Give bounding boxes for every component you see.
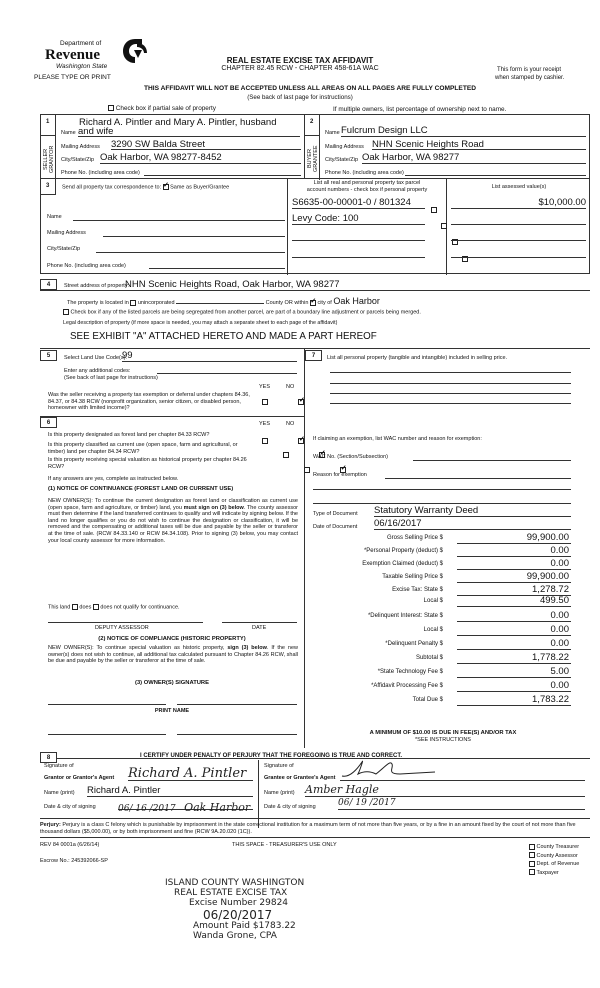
taxable-selling-price-value[interactable]: 99,900.00 <box>526 571 569 582</box>
parcel-value-4[interactable] <box>451 248 586 258</box>
see-instructions-note: *SEE INSTRUCTIONS <box>415 737 471 743</box>
deputy-assessor-label: DEPUTY ASSESSOR <box>95 625 149 631</box>
exemption-no-checkbox[interactable] <box>298 399 304 405</box>
amount-row <box>305 571 581 583</box>
send-label: Send all property tax correspondence to: <box>62 184 162 191</box>
parcel-number-4[interactable] <box>292 248 425 258</box>
multiple-owners-note: If multiple owners, list percentage of ownership next to name. <box>333 106 507 113</box>
city-of-label: city of <box>317 300 332 306</box>
corr-name-label: Name <box>47 214 62 220</box>
buyer-name-label: Name <box>325 130 340 136</box>
forest-yes-checkbox[interactable] <box>262 438 268 444</box>
copy-label: County Assessor <box>536 852 578 859</box>
county-field[interactable] <box>176 298 264 304</box>
delinquent-interest-state-value[interactable]: 0.00 <box>550 610 569 621</box>
assessor-date-line[interactable] <box>222 622 297 623</box>
dor-logo <box>38 38 148 72</box>
grantor-date-field[interactable] <box>118 798 253 814</box>
does-not-qualify-checkbox[interactable] <box>93 604 99 610</box>
notice2-bold: sign (3) below <box>227 645 267 651</box>
copy-county-treasurer[interactable] <box>529 843 579 852</box>
grantor-signature-label-2: Grantor or Grantor's Agent <box>44 775 115 781</box>
buyer-name-field[interactable]: Fulcrum Design LLC <box>341 125 586 137</box>
does-not-label: does not qualify for continuance. <box>100 604 180 611</box>
perjury-certification: I CERTIFY UNDER PENALTY OF PERJURY THAT THE FOREGOING IS TRUE AND CORRECT. <box>140 753 403 759</box>
completion-warning: THIS AFFIDAVIT WILL NOT BE ACCEPTED UNLESS ALL AREAS ON ALL PAGES ARE FULLY COMPLETED <box>143 85 477 92</box>
buyer-city-field[interactable]: Oak Harbor, WA 98277 <box>362 152 586 164</box>
treasurer-use-label: THIS SPACE - TREASURER'S USE ONLY <box>232 842 337 848</box>
historical-question: Is this property receiving special valuation as historical property per chapter 84.26 RCW? <box>48 457 247 470</box>
copy-taxpayer[interactable] <box>529 869 579 878</box>
parcel-header-2: account numbers - check box if personal property <box>306 187 428 193</box>
city-value[interactable]: Oak Harbor <box>333 296 380 306</box>
section-6-number: 6 <box>40 417 57 428</box>
location-row <box>67 296 380 306</box>
escrow-label: Escrow No.: <box>40 858 70 864</box>
delinquent-interest-local-label: Local $ <box>423 627 443 633</box>
section-8-number: 8 <box>40 752 57 763</box>
receipt-note-1: This form is your receipt <box>497 67 562 73</box>
forest-no-checkbox[interactable] <box>298 438 304 444</box>
copy-checkbox[interactable] <box>529 861 535 867</box>
street-address-label: Street address of property: <box>64 283 130 289</box>
located-in-label: The property is located in <box>67 300 129 306</box>
section-4-number: 4 <box>40 279 57 290</box>
assessed-header: List assessed value(s) <box>491 184 547 190</box>
notice-compliance-title: (2) NOTICE OF COMPLIANCE (HISTORIC PROPERTY) <box>98 636 246 642</box>
notice2-text-a: NEW OWNER(S): To continue special valuation as historic property, <box>48 645 228 651</box>
grantee-signature-field[interactable] <box>340 766 585 781</box>
partial-sale-checkbox-row[interactable] <box>108 105 216 112</box>
parcel-number-3[interactable] <box>292 231 425 241</box>
personal-property-deduct-label: *Personal Property (deduct) $ <box>363 548 443 554</box>
notice-compliance-text <box>48 645 298 665</box>
no-header-5: NO <box>286 384 295 390</box>
section-1-seller <box>40 114 305 179</box>
grantee-name-field[interactable]: Amber Hagle <box>305 783 585 797</box>
county-or-label: County OR within <box>265 300 309 306</box>
grantee-date-field[interactable]: 06/ 19 /2017 <box>338 798 585 810</box>
same-as-buyer-label: Same as Buyer/Grantee <box>170 184 230 191</box>
seller-phone-field[interactable] <box>144 167 301 176</box>
additional-codes-field[interactable] <box>157 366 297 374</box>
same-as-buyer-checkbox[interactable] <box>163 184 169 190</box>
escrow-row <box>40 858 108 864</box>
additional-codes-note: (See back of last page for instructions) <box>64 375 158 381</box>
segregated-row <box>63 309 421 315</box>
corr-phone-field[interactable] <box>149 261 285 269</box>
taxable-selling-price-label: Taxable Selling Price $ <box>382 574 443 580</box>
stamp-excise-number: Excise Number 29824 <box>189 898 289 908</box>
personal-property-line-4[interactable] <box>330 403 571 404</box>
parcel-number-1[interactable]: S6635-00-00001-0 / 801324 <box>292 197 425 209</box>
doc-date-label: Date of Document <box>313 524 358 530</box>
perjury-text: Perjury is a class C felony which is punishable by imprisonment in the state correctional institution for a maximum term of not more than five years, or by a fine in an amount fixed by the court of not more than five thousand dollars ($5,000.00), or by both imprisonment and fine (RCW 9A.20.020 (1C)). <box>40 822 576 835</box>
corr-mailing-field[interactable] <box>103 229 285 237</box>
reason-field[interactable] <box>385 471 571 479</box>
send-correspondence-label <box>62 184 229 190</box>
notice2-text-b: . If the new owner(s) does not wish to continue, all additional tax calculated pursuant to Chapter 84.26 RCW, shall be due and payable by the seller or transferor at the time of sale. <box>48 645 299 665</box>
parcel-value-1[interactable]: $10,000.00 <box>451 197 586 209</box>
this-land-label: This land <box>48 604 71 611</box>
section-1-number: 1 <box>46 119 50 125</box>
logo-dept-of: Department of <box>60 40 102 47</box>
stamp-amount-paid: Amount Paid $1783.22 <box>193 921 296 931</box>
grantee-date-label: Date & city of signing <box>264 804 316 810</box>
excise-state-value[interactable]: 1,278.72 <box>532 584 569 595</box>
grantee-name-label: Name (print) <box>264 790 295 796</box>
section-5-number: 5 <box>40 350 57 361</box>
partial-sale-checkbox[interactable] <box>108 105 114 111</box>
exemption-question: Was the seller receiving a property tax exemption or deferral under chapters 84.36, 84.37, or 84.38 RCW (nonprofit organization, senior citizen, or disabled person, homeowner with limited income)? <box>48 392 250 411</box>
copy-distribution <box>529 843 579 877</box>
wac-label: WAC No. (Section/Subsection) <box>313 454 388 460</box>
grantor-name-field[interactable]: Richard A. Pintler <box>87 785 253 797</box>
section-2-buyer <box>304 114 590 179</box>
grantor-date-value: 06/ 16 /2017 <box>118 804 176 814</box>
delinquent-penalty-label: *Delinquent Penalty $ <box>385 641 443 647</box>
subtotal-value[interactable]: 1,778.22 <box>532 652 569 663</box>
amount-row <box>305 610 581 622</box>
gross-selling-price-value[interactable]: 99,900.00 <box>526 532 569 543</box>
seller-name-label: Name <box>61 130 76 136</box>
exemption-yes-checkbox[interactable] <box>262 399 268 405</box>
amount-row <box>305 694 581 706</box>
technology-fee-value[interactable]: 5.00 <box>550 666 569 677</box>
seller-name-line1[interactable]: Richard A. Pintler and Mary A. Pintler, husband <box>79 117 277 128</box>
copy-checkbox[interactable] <box>529 852 535 858</box>
amount-row <box>305 680 581 692</box>
owner-print-name-line-2[interactable] <box>177 734 297 735</box>
grantor-label: GRANTOR <box>49 145 55 173</box>
grantor-date-label: Date & city of signing <box>44 804 96 810</box>
stamp-county: ISLAND COUNTY WASHINGTON <box>165 878 305 888</box>
current-use-yes-checkbox[interactable] <box>283 452 289 458</box>
seller-label: SELLER <box>43 148 49 170</box>
buyer-grantee-label <box>307 141 319 177</box>
grantee-signature-label-2: Grantee or Grantee's Agent <box>264 775 336 781</box>
excise-local-value[interactable]: 499.50 <box>539 595 569 606</box>
segregated-checkbox[interactable] <box>63 309 69 315</box>
section-2-number: 2 <box>310 119 314 125</box>
section-3-number: 3 <box>46 183 50 189</box>
receipt-note-2: when stamped by cashier. <box>495 75 565 81</box>
dor-swirl-logo-icon <box>122 38 148 64</box>
amount-row <box>305 532 581 544</box>
excise-local-label: Local $ <box>423 598 443 604</box>
technology-fee-label: *State Technology Fee $ <box>377 669 443 675</box>
form-chapter: CHAPTER 82.45 RCW - CHAPTER 458-61A WAC <box>221 65 379 72</box>
subtotal-label: Subtotal $ <box>415 655 443 661</box>
minimum-due-note: A MINIMUM OF $10.00 IS DUE IN FEE(S) AND/OR TAX <box>369 730 517 736</box>
processing-fee-label: *Affidavit Processing Fee $ <box>371 683 443 689</box>
corr-city-field[interactable] <box>96 245 285 253</box>
personal-property-line-3[interactable] <box>330 393 571 394</box>
seller-city-label: City/State/Zip <box>61 157 95 163</box>
reason-label: Reason for exemption <box>313 472 367 478</box>
corr-phone-label: Phone No. (including area code) <box>47 263 126 269</box>
buyer-city-label: City/State/Zip <box>325 157 359 163</box>
buyer-mailing-label: Mailing Address <box>325 144 364 150</box>
total-due-label: Total Due $ <box>412 697 443 703</box>
section-3-correspondence <box>40 178 590 274</box>
parcel-value-2[interactable] <box>451 213 586 225</box>
buyer-phone-field[interactable] <box>405 167 586 176</box>
logo-revenue: Revenue <box>45 47 100 63</box>
copy-county-assessor[interactable] <box>529 852 579 861</box>
if-yes-note: If any answers are yes, complete as instructed below. <box>48 476 179 482</box>
legal-description-field[interactable]: SEE EXHIBIT "A" ATTACHED HERETO AND MADE A PART HEREOF <box>70 331 377 342</box>
amount-row <box>305 558 581 570</box>
total-due-value[interactable]: 1,783.22 <box>532 694 569 705</box>
stamp-ret: REAL ESTATE EXCISE TAX <box>174 888 288 898</box>
grantor-signature-label-1: Signature of <box>44 763 74 769</box>
stamp-signer: Wanda Grone, CPA <box>193 931 277 941</box>
does-label: does <box>79 604 92 611</box>
qualify-row <box>48 604 180 610</box>
owner-signature-line-2[interactable] <box>48 734 166 735</box>
please-type-or-print: PLEASE TYPE OR PRINT <box>34 74 111 81</box>
seller-name-line2[interactable]: and wife <box>78 126 300 137</box>
escrow-number: 245392066-SP <box>71 858 108 864</box>
grantee-signature-scribble-icon <box>340 758 440 780</box>
grantee-signature-label-1: Signature of <box>264 763 294 769</box>
notice1-text-b: . The county assessor must then determine if the land transferred continues to qualify and will indicate by signing below. If the land no longer qualifies or you do not wish to continue the designation or classification, it will be removed and the compensating or additional taxes will be due and payable by the seller or transferor at the time of sale. (RCW 84.33.140 or RCW 84.34.108). Prior to signing (3) below, you may contact your local county assessor for more information. <box>48 504 298 544</box>
yes-header-6: YES <box>259 421 271 427</box>
personal-property-deduct-value[interactable]: 0.00 <box>550 545 569 556</box>
amount-row <box>305 595 581 607</box>
exemption-claimed-label: Exemption Claimed (deduct) $ <box>362 561 443 567</box>
notice1-text-a: NEW OWNER(S): To continue the current designation as forest land or classification as current use (open space, farm and agriculture, or timber) land, you <box>48 498 298 511</box>
reason-field-3[interactable] <box>313 503 571 504</box>
partial-sale-label: Check box if partial sale of property <box>115 105 216 112</box>
segregated-label: Check box if any of the listed parcels are being segregated from another parcel, are part of a boundary line adjustment or parcels being merged. <box>70 309 421 316</box>
amount-row <box>305 652 581 664</box>
within-city-checkbox[interactable] <box>310 300 316 306</box>
owner-print-name-line[interactable] <box>177 704 297 705</box>
amount-row <box>305 666 581 678</box>
perjury-label: Perjury: <box>40 822 61 828</box>
seller-mailing-field[interactable]: 3290 SW Balda Street <box>111 139 301 150</box>
delinquent-interest-state-label: *Delinquent Interest: State $ <box>367 613 443 619</box>
section-6-current-use <box>40 416 304 748</box>
copy-label: Taxpayer <box>536 869 559 876</box>
copy-label: Dept. of Revenue <box>536 861 580 867</box>
processing-fee-value[interactable]: 0.00 <box>550 680 569 691</box>
land-use-field[interactable]: 99 <box>122 350 297 362</box>
notice-continuance-title: (1) NOTICE OF CONTINUANCE (FOREST LAND OR CURRENT USE) <box>48 486 234 492</box>
seller-city-field[interactable]: Oak Harbor, WA 98277-8452 <box>100 152 301 164</box>
delinquent-interest-local-value[interactable]: 0.00 <box>550 624 569 635</box>
form-title: REAL ESTATE EXCISE TAX AFFIDAVIT <box>226 56 374 65</box>
section-4-property <box>40 278 590 346</box>
doc-type-label: Type of Document <box>313 511 358 517</box>
yes-header-5: YES <box>259 384 271 390</box>
stamp-date: 06/20/2017 <box>203 908 273 922</box>
copy-checkbox[interactable] <box>529 844 535 850</box>
grantee-label: GRANTEE <box>313 145 319 173</box>
date-label: DATE <box>252 625 267 631</box>
street-address-field[interactable]: NHN Scenic Heights Road, Oak Harbor, WA 98277 <box>125 279 340 290</box>
exemption-claim-label: If claiming an exemption, list WAC number and reason for exemption: <box>313 436 482 442</box>
seller-phone-label: Phone No. (including area code) <box>61 170 140 176</box>
buyer-label: BUYER <box>307 149 313 169</box>
section-7-personal-property <box>305 348 590 748</box>
legal-description-label: Legal description of property (if more space is needed, you may attach a separate sheet to each page of the affidavit) <box>63 320 338 326</box>
rev-form-number: REV 84 0001a (6/26/14) <box>40 842 100 848</box>
personal-property-line-1[interactable] <box>330 372 571 373</box>
parcel-header-1: List all real and personal property tax parcel <box>313 180 421 186</box>
seller-grantor-label <box>43 141 55 177</box>
parcel-2-personal-checkbox[interactable] <box>441 223 447 229</box>
notice-continuance-text <box>48 498 298 544</box>
amounts-table <box>305 532 581 705</box>
perjury-statement <box>40 822 590 835</box>
owner-signature-title: (3) OWNER(S) SIGNATURE <box>135 680 209 686</box>
buyer-phone-label: Phone No. (including area code) <box>325 170 404 176</box>
wac-field[interactable] <box>413 453 571 461</box>
deputy-assessor-signature-line[interactable] <box>48 622 203 623</box>
grantor-city-value: Oak Harbor <box>184 801 251 814</box>
section-5-land-use <box>40 348 304 416</box>
parcel-value-3[interactable] <box>451 231 586 241</box>
personal-property-line-2[interactable] <box>330 383 571 384</box>
delinquent-penalty-value[interactable]: 0.00 <box>550 638 569 649</box>
corr-city-label: City/State/Zip <box>47 246 81 252</box>
amount-row <box>305 638 581 650</box>
personal-property-label: List all personal property (tangible and intangible) included in selling price. <box>327 355 508 361</box>
gross-selling-price-label: Gross Selling Price $ <box>386 535 443 541</box>
excise-state-label: Excise Tax: State $ <box>392 587 443 593</box>
doc-date-field[interactable]: 06/16/2017 <box>374 518 571 530</box>
additional-codes-label: Enter any additional codes: <box>64 368 131 374</box>
unincorporated-checkbox[interactable] <box>130 300 136 306</box>
copy-label: County Treasurer <box>536 844 580 850</box>
buyer-mailing-field[interactable]: NHN Scenic Heights Road <box>372 139 586 150</box>
reason-field-2[interactable] <box>313 489 571 490</box>
see-back-note: (See back of last page for instructions) <box>247 94 353 101</box>
amount-row <box>305 545 581 557</box>
copy-checkbox[interactable] <box>529 869 535 875</box>
unincorporated-label: unincorporated <box>137 300 175 306</box>
exemption-claimed-value[interactable]: 0.00 <box>550 558 569 569</box>
owner-signature-line[interactable] <box>48 704 166 705</box>
amount-row <box>305 624 581 636</box>
parcel-number-2[interactable]: Levy Code: 100 <box>292 213 425 225</box>
section-7-number: 7 <box>305 350 322 361</box>
copy-dept-revenue[interactable] <box>529 860 579 869</box>
parcel-1-personal-checkbox[interactable] <box>431 207 437 213</box>
grantor-signature-field[interactable]: Richard A. Pintler <box>128 766 253 781</box>
logo-state: Washington State <box>56 63 108 70</box>
notice1-bold: must sign on (3) below <box>183 504 244 511</box>
print-name-label: PRINT NAME <box>154 708 190 714</box>
does-qualify-checkbox[interactable] <box>72 604 78 610</box>
no-header-6: NO <box>286 421 295 427</box>
doc-type-field[interactable]: Statutory Warranty Deed <box>374 505 571 517</box>
seller-mailing-label: Mailing Address <box>61 144 100 150</box>
parcel-header <box>288 180 446 194</box>
corr-name-field[interactable] <box>73 213 285 221</box>
grantor-name-label: Name (print) <box>44 790 75 796</box>
section-8-signatures <box>40 750 590 828</box>
forest-land-question: Is this property designated as forest land per chapter 84.33 RCW? <box>48 432 210 438</box>
land-use-label: Select Land Use Code(s): <box>64 355 127 361</box>
current-use-question: Is this property classified as current use (open space, farm and agricultural, or timber) land per chapter 84.34 RCW? <box>48 442 238 455</box>
corr-mailing-label: Mailing Address <box>47 230 86 236</box>
